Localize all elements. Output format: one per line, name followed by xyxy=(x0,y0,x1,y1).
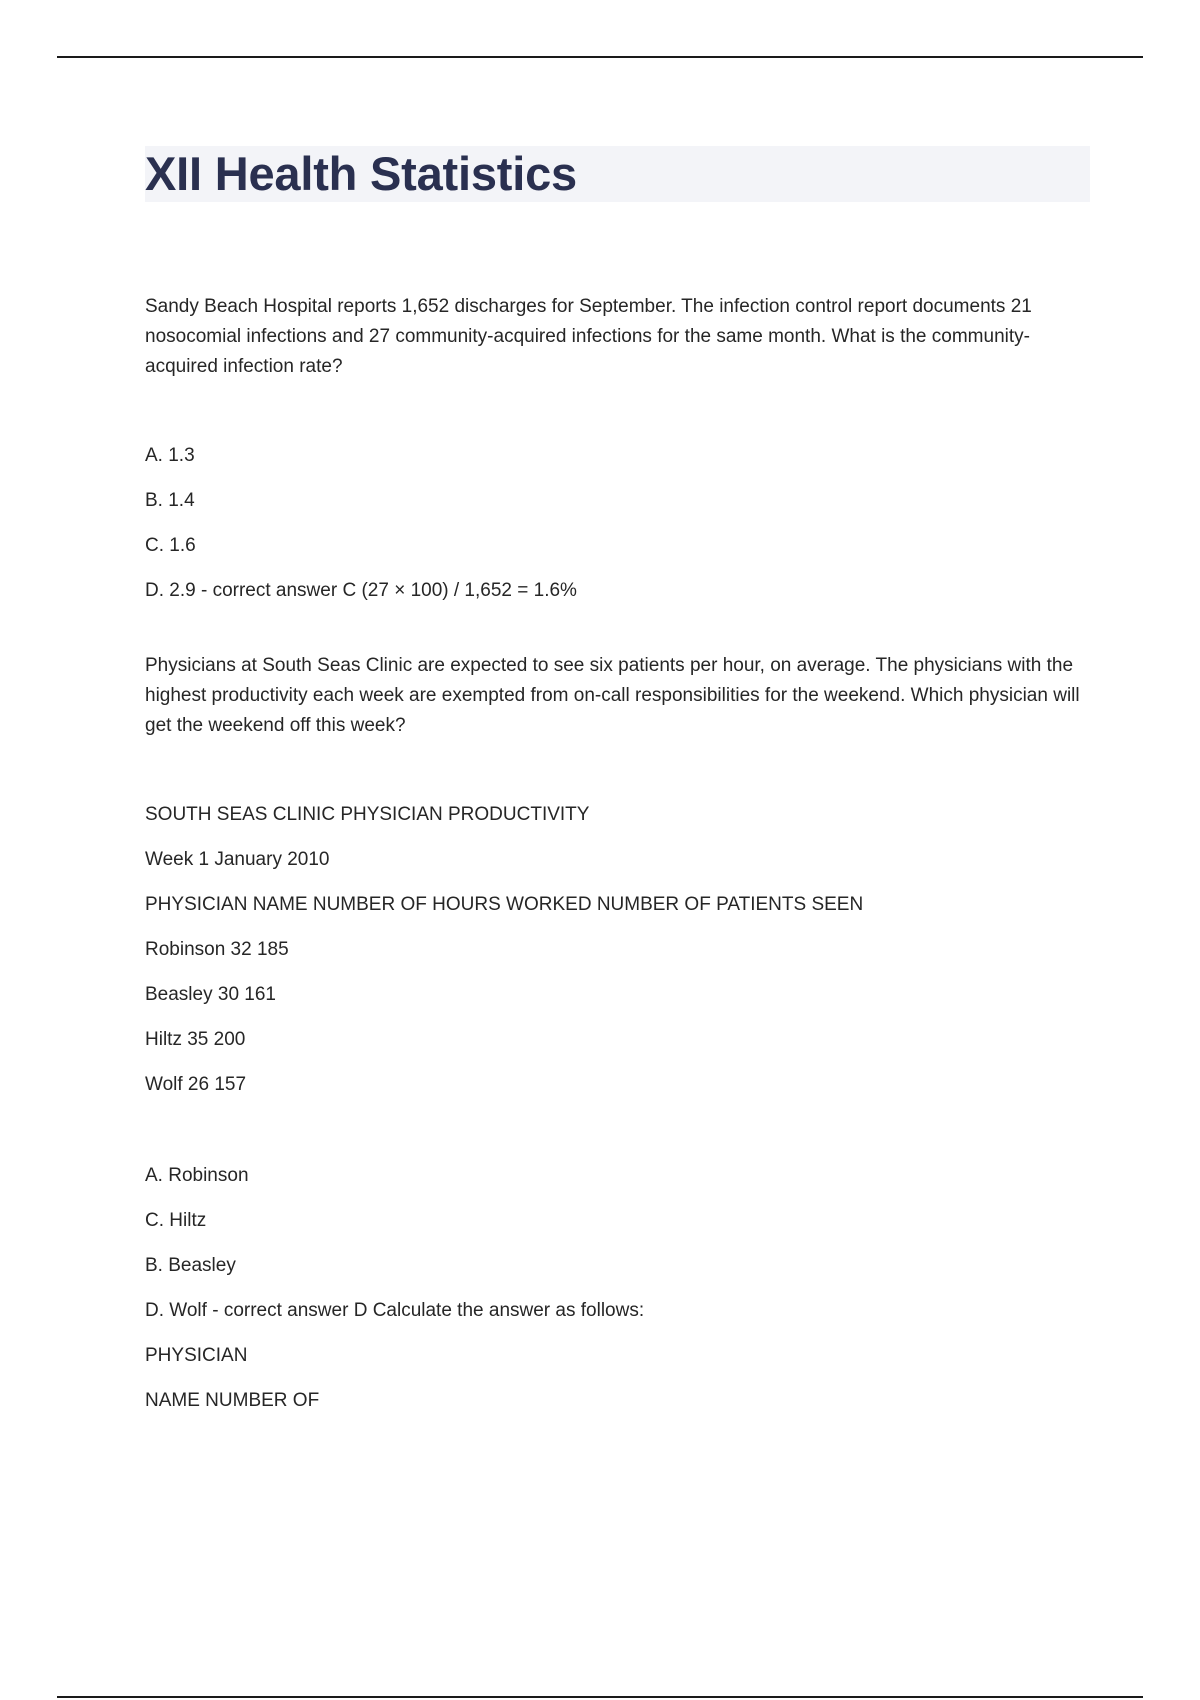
table-header: PHYSICIAN NAME NUMBER OF HOURS WORKED NUMBER OF PATIENTS SEEN xyxy=(145,894,864,915)
table-row-hiltz: Hiltz 35 200 xyxy=(145,1029,246,1050)
document-body xyxy=(145,292,1095,1431)
table-week: Week 1 January 2010 xyxy=(145,849,330,870)
table-row-wolf: Wolf 26 157 xyxy=(145,1074,247,1095)
answer-name-number-label: NAME NUMBER OF xyxy=(145,1390,320,1411)
q2-option-b: B. Beasley xyxy=(145,1255,236,1276)
q1-option-d-answer: D. 2.9 - correct answer C (27 × 100) / 1,652 = 1.6% xyxy=(145,580,577,601)
q1-option-c: C. 1.6 xyxy=(145,535,196,556)
q2-option-c: C. Hiltz xyxy=(145,1210,207,1231)
question-2-text: Physicians at South Seas Clinic are expected to see six patients per hour, on average. The physicians with the highest productivity each week are exempted from on-call responsibilities for the weekend. Which physician will get the weekend off this week? xyxy=(145,655,1080,736)
bottom-rule xyxy=(57,1696,1143,1698)
q2-option-a: A. Robinson xyxy=(145,1165,249,1186)
table-title: SOUTH SEAS CLINIC PHYSICIAN PRODUCTIVITY xyxy=(145,804,590,825)
table-row-beasley: Beasley 30 161 xyxy=(145,984,276,1005)
top-rule xyxy=(57,56,1143,58)
answer-physician-label: PHYSICIAN xyxy=(145,1345,248,1366)
q2-option-d-answer: D. Wolf - correct answer D Calculate the answer as follows: xyxy=(145,1300,645,1321)
q1-option-a: A. 1.3 xyxy=(145,445,195,466)
q1-option-b: B. 1.4 xyxy=(145,490,195,511)
question-1-text: Sandy Beach Hospital reports 1,652 discharges for September. The infection control report documents 21 nosocomial infections and 27 community-acquired infections for the same month. What is the community-acquired infection rate? xyxy=(145,296,1032,377)
table-row-robinson: Robinson 32 185 xyxy=(145,939,289,960)
page-title: XII Health Statistics xyxy=(145,147,577,200)
